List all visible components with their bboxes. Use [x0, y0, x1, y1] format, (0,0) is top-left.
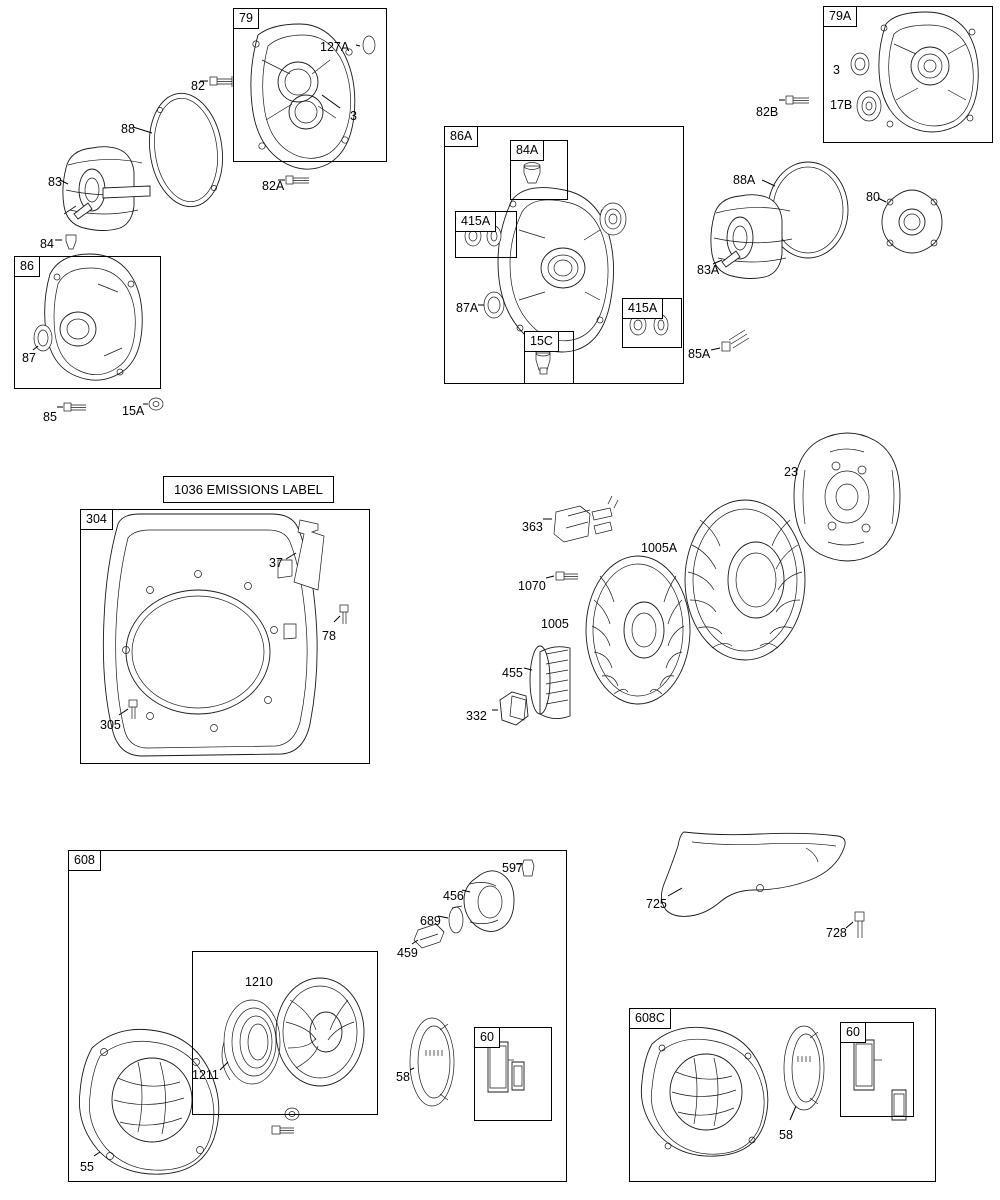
group-label-608c: 608C [629, 1008, 671, 1029]
callout-127a: 127A [320, 40, 350, 54]
callout-455: 455 [502, 666, 523, 680]
callout-80: 80 [866, 190, 880, 204]
callout-85a: 85A [688, 347, 711, 361]
group-label-304: 304 [80, 509, 113, 530]
callout-1005: 1005 [541, 617, 569, 631]
callout-728: 728 [826, 926, 847, 940]
callout-88a: 88A [733, 173, 756, 187]
callout-58-right: 58 [779, 1128, 793, 1142]
callout-85: 85 [43, 410, 57, 424]
callout-17b: 17B [830, 98, 853, 112]
callout-305: 305 [100, 718, 121, 732]
emissions-label: 1036 EMISSIONS LABEL [163, 476, 334, 503]
group-label-1210: 1210 [245, 975, 273, 989]
callout-689: 689 [420, 914, 441, 928]
callout-23: 23 [784, 465, 798, 479]
group-label-608: 608 [68, 850, 101, 871]
group-label-415a-right: 415A [622, 298, 663, 319]
callout-84: 84 [40, 237, 54, 251]
callout-82: 82 [191, 79, 205, 93]
group-label-79a: 79A [823, 6, 857, 27]
callout-363: 363 [522, 520, 543, 534]
group-box-79a [823, 6, 993, 143]
callout-1070: 1070 [518, 579, 546, 593]
callout-83: 83 [48, 175, 62, 189]
callout-597: 597 [502, 861, 523, 875]
callout-37: 37 [269, 556, 283, 570]
callout-83a: 83A [697, 263, 720, 277]
callout-58: 58 [396, 1070, 410, 1084]
callout-1005a: 1005A [641, 541, 678, 555]
group-label-415a-left: 415A [455, 211, 496, 232]
group-label-60: 60 [474, 1027, 500, 1048]
callout-725: 725 [646, 897, 667, 911]
group-box-79 [233, 8, 387, 162]
group-label-79: 79 [233, 8, 259, 29]
callout-87: 87 [22, 351, 36, 365]
callout-15a: 15A [122, 404, 145, 418]
callout-88: 88 [121, 122, 135, 136]
callout-87a: 87A [456, 301, 479, 315]
group-label-84a: 84A [510, 140, 544, 161]
callout-82b: 82B [756, 105, 779, 119]
callout-1211: 1211 [192, 1068, 219, 1082]
callout-332: 332 [466, 709, 487, 723]
callout-55: 55 [80, 1160, 94, 1174]
callout-82a: 82A [262, 179, 285, 193]
callout-456: 456 [443, 889, 464, 903]
group-label-86: 86 [14, 256, 40, 277]
callout-78: 78 [322, 629, 336, 643]
callout-3: 3 [350, 109, 357, 123]
callout-459: 459 [397, 946, 418, 960]
group-label-15c: 15C [524, 331, 559, 352]
group-label-86a: 86A [444, 126, 478, 147]
callout-3-right: 3 [833, 63, 840, 77]
group-label-60-right: 60 [840, 1022, 866, 1043]
group-box-1210 [192, 951, 378, 1115]
